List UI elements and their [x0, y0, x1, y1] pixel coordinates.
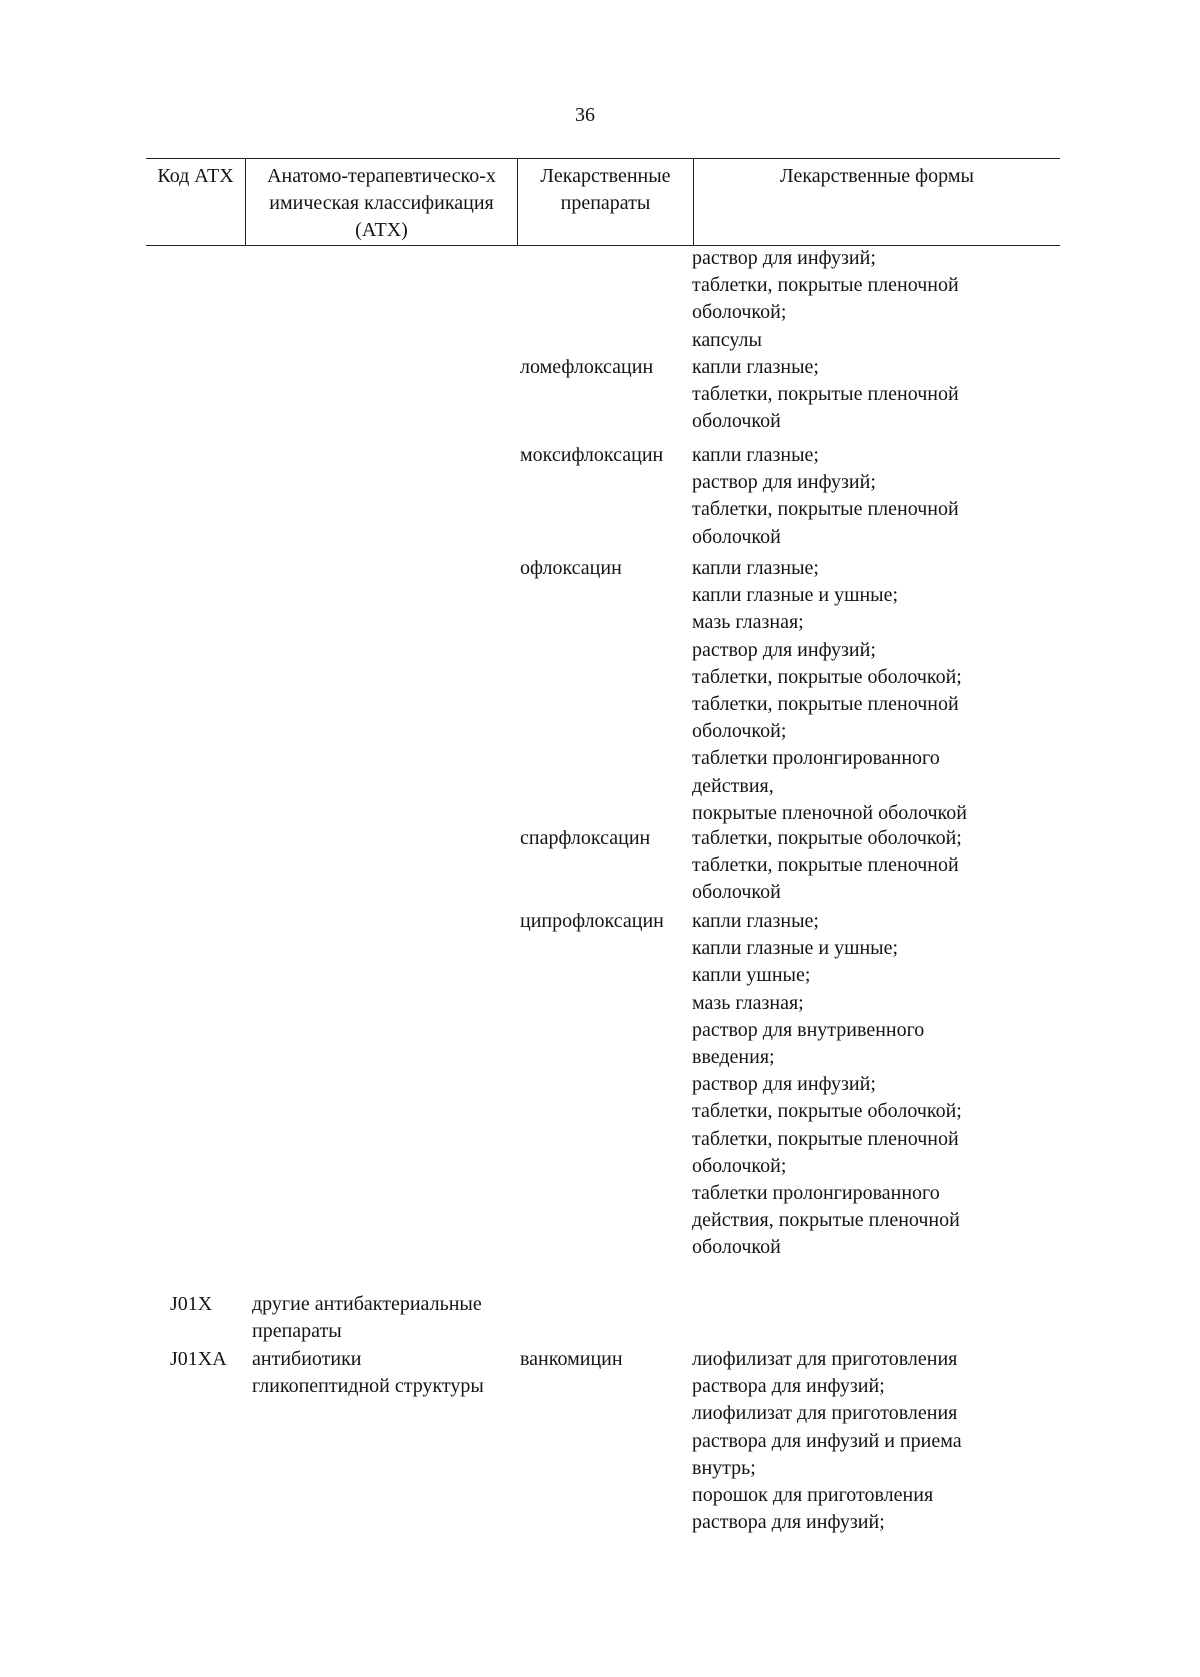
form-line: таблетки, покрытые оболочкой; [692, 665, 962, 688]
form-line: таблетки пролонгированного [692, 1181, 940, 1204]
form-line: таблетки, покрытые пленочной [692, 498, 959, 521]
classification-cell [252, 1291, 482, 1345]
drug-cell: ципрофлоксацин [520, 910, 664, 932]
form-line: таблетки, покрытые оболочкой; [692, 1100, 962, 1123]
header-atc-line: имическая классификация [269, 192, 494, 214]
forms-cell [692, 1346, 962, 1536]
form-line: таблетки, покрытые пленочной [692, 1127, 959, 1150]
form-line: таблетки, покрытые пленочной [692, 383, 959, 406]
form-line: капли глазные; [692, 557, 819, 579]
form-line: лиофилизат для приготовления [692, 1348, 958, 1370]
header-atc-line: Анатомо-терапевтическо-х [267, 165, 496, 187]
drug-cell: моксифлоксацин [520, 444, 664, 466]
form-line: оболочкой [692, 525, 781, 548]
header-drugs-line: препараты [560, 192, 651, 214]
form-line: раствор для инфузий; [692, 1073, 876, 1096]
form-line: капли глазные и ушные; [692, 937, 899, 960]
forms-cell [692, 908, 962, 1261]
header-code-atc: Код АТХ [146, 159, 246, 245]
form-line: таблетки, покрытые пленочной [692, 692, 959, 715]
form-line: мазь глазная; [692, 991, 804, 1014]
form-line: оболочкой [692, 881, 781, 904]
form-line: порошок для приготовления [692, 1483, 934, 1506]
form-line: раствора для инфузий и приема [692, 1429, 962, 1452]
form-line: оболочкой; [692, 720, 787, 743]
form-line: оболочкой [692, 410, 781, 433]
atc-code-cell: J01XA [170, 1348, 227, 1370]
form-line: капли ушные; [692, 964, 811, 987]
form-line: лиофилизат для приготовления [692, 1402, 958, 1425]
forms-cell [692, 825, 962, 907]
header-drugs [518, 159, 694, 245]
form-line: капли глазные и ушные; [692, 584, 899, 607]
forms-cell [692, 354, 959, 436]
forms-cell [692, 555, 967, 827]
form-line: раствора для инфузий; [692, 1375, 885, 1398]
classification-line: другие антибактериальные [252, 1293, 482, 1315]
form-line: капли глазные; [692, 910, 819, 932]
form-line: внутрь; [692, 1456, 756, 1479]
form-line: раствор для инфузий; [692, 638, 876, 661]
form-line: введения; [692, 1045, 775, 1068]
form-line: покрытые пленочной оболочкой [692, 801, 967, 824]
atc-code-cell: J01X [170, 1293, 213, 1315]
form-line: действия, [692, 774, 774, 797]
classification-line: гликопептидной структуры [252, 1375, 484, 1398]
drug-cell: ломефлоксацин [520, 356, 654, 378]
form-line: раствор для инфузий; [692, 471, 876, 494]
form-line: оболочкой [692, 1236, 781, 1259]
header-atc-line: (АТХ) [355, 219, 408, 241]
form-line: действия, покрытые пленочной [692, 1209, 960, 1232]
form-line: таблетки, покрытые оболочкой; [692, 827, 962, 849]
forms-cell [692, 442, 959, 551]
drug-cell: офлоксацин [520, 557, 622, 579]
form-line: капли глазные; [692, 356, 819, 378]
classification-line: препараты [252, 1320, 342, 1343]
page-number: 36 [575, 104, 595, 126]
form-line: таблетки пролонгированного [692, 747, 940, 770]
header-forms: Лекарственные формы [780, 165, 974, 187]
form-line: капсулы [692, 328, 762, 351]
form-line: раствор для инфузий; [692, 247, 876, 269]
table-header [146, 158, 1060, 246]
form-line: мазь глазная; [692, 611, 804, 634]
forms-cell [692, 245, 959, 354]
header-atc-classification [246, 159, 518, 245]
header-drugs-line: Лекарственные [540, 165, 671, 187]
form-line: оболочкой; [692, 1154, 787, 1177]
form-line: раствора для инфузий; [692, 1511, 885, 1534]
form-line: капли глазные; [692, 444, 819, 466]
drug-cell: спарфлоксацин [520, 827, 651, 849]
form-line: таблетки, покрытые пленочной [692, 274, 959, 297]
form-line: раствор для внутривенного [692, 1018, 925, 1041]
classification-line: антибиотики [252, 1348, 362, 1370]
form-line: таблетки, покрытые пленочной [692, 854, 959, 877]
form-line: оболочкой; [692, 301, 787, 324]
drug-cell: ванкомицин [520, 1348, 623, 1370]
classification-cell [252, 1346, 484, 1400]
